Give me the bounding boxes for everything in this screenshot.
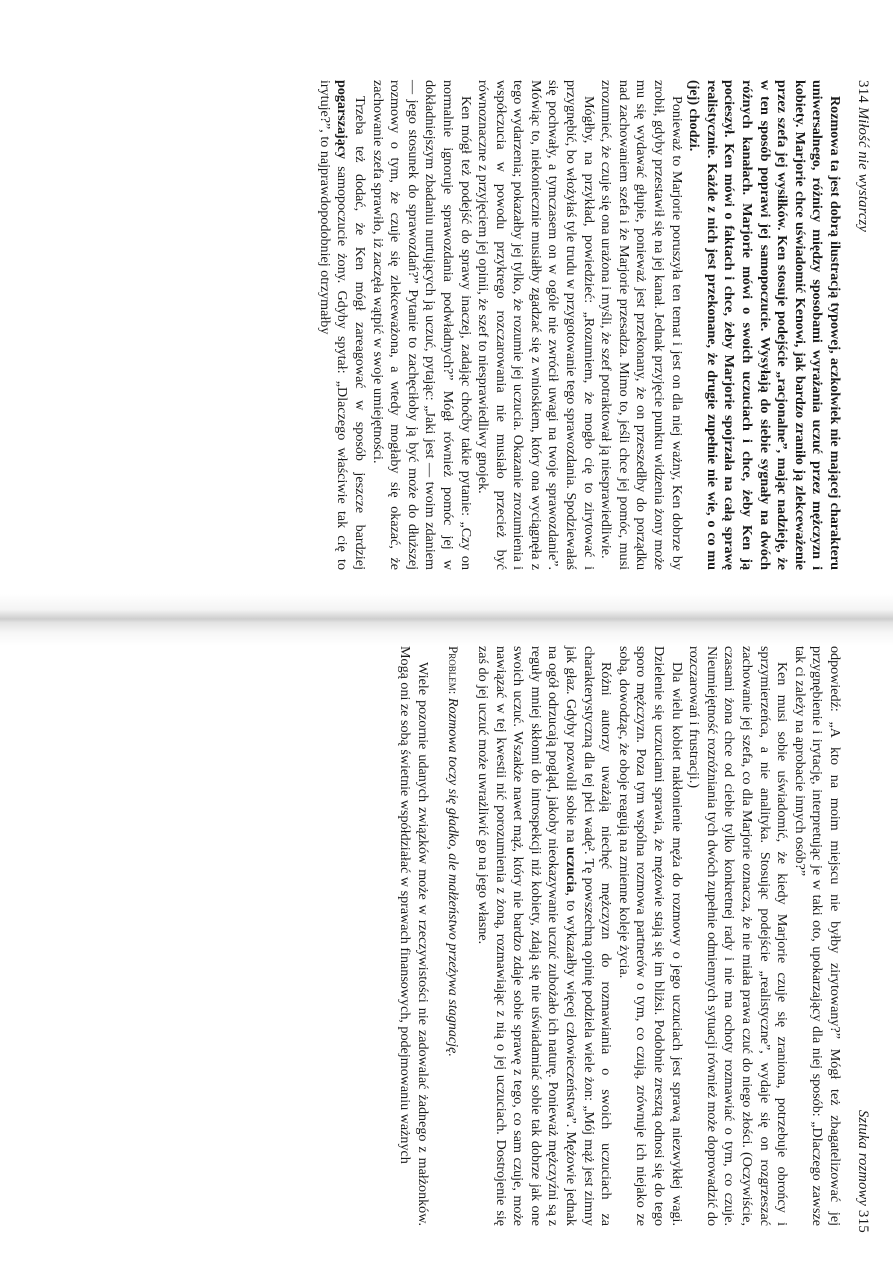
paragraph-text: Trzeba też dodać, że Ken mógł zareagować w sposób jeszcze bardziej [351, 96, 368, 570]
running-title-right: Sztuka rozmowy [855, 1109, 871, 1207]
page-number-left: 314 [855, 80, 871, 104]
left-page [0, 0, 893, 612]
paragraph: odpowiedź: „A kto na moim miejscu nie byłby zirytowany?” Mógł też zbagatelizować jej przygnębienie i irytację, interpretując je w taki oto, upokarzający dla niej sposób: „Dlaczego zawsze tak ci zależy na aprobacie innych osób?” [791, 646, 843, 1226]
paragraph [474, 646, 615, 1226]
bold-word: pogarszający [334, 80, 351, 160]
page-number-right: 315 [855, 1209, 871, 1233]
problem-text: Rozmowa toczy się gładko, ale małżeństwo przeżywa stagnację. [444, 697, 461, 1057]
running-title-left: Miłość nie wystarczy [855, 106, 871, 233]
paragraph: Ken mógł też podejść do sprawy inaczej, zadając choćby takie pytanie: „Czy on normalnie ignoruje sprawozdania podwładnych?” Mógł również pomóc jej w dokładniejszym zbadaniu nurtujących ją uczuć, pytając: „Jaki jest — twoim zdaniem — jego stosunek do sprawozdań?” Pytanie to zachęciłoby ją być może do dłuższej rozmowy o tym, że czuje się zlekceważona, a wtedy mogłaby się okazać, że zachowanie szefa sprawiło, iż zaczęła wątpić w swoje umiejętności. [369, 80, 474, 570]
paragraph: Mógłby, na przykład, powiedzieć: „Rozumiem, że mogło cię to zirytować i przygnębić, bo włożyłaś tyle trudu w przygotowanie tego sprawozdania. Spodziewałaś się pochwały, a tymczasem on w ogóle nie zwrócił uwagi na twoje sprawozdanie”. Mówiąc to, niekoniecznie musiałby zgadzać się z wnioskiem, który ona wyciągnęła z tego wydarzenia; pokazałby jej tylko, że rozumie jej uczucia. Okazanie zrozumienia i współczucia w powodu przykrego rozczarowania nie musiało przecież być równoznaczne z przyjęciem jej opinii, że szef to niesprawiedliwy gnojek. [475, 80, 597, 570]
problem-label: Problem: [445, 646, 461, 695]
paragraph [315, 80, 368, 570]
paragraph-text: samopoczucie żony. Gdyby spytał: „Dlaczego właściwie tak cię to irytuje?”, to najprawdopodobniej otrzymałby [316, 80, 351, 570]
paragraph: Wiele pozornie udanych związków może w rzeczywistości nie zadowalać żadnego z małżonków. Mogą oni ze sobą świetnie współdziałać w sprawach finansowych, podejmowaniu ważnych [397, 646, 431, 1226]
bold-word: uczucia [563, 846, 580, 893]
problem-heading [443, 646, 462, 1226]
right-page [0, 640, 893, 1263]
right-page-body [396, 646, 843, 1226]
paragraph-text: Różni autorzy uważają niechęć mężczyzn do rozmawiania o swoich uczuciach za charakterystyczną dla tej płci wadę². Tę powszechną opinię podziela wiele żon: „Mój mąż jest zimny jak głaz. Gdyby pozwolił sobie na [563, 646, 615, 1226]
paragraph: Ken musi sobie uświadomić, że kiedy Marjorie czuje się zraniona, potrzebuje obrońcy i sprzymierzeńca, a nie analityka. Stosując podejście „realistyczne”, wydaje się on rozgrzeszać zachowanie jej szefa, co dla Marjorie oznacza, że nie miała prawa czuć do niego złości. (Oczywiście, czasami żona chce od ciebie tylko konkretnej rady i nie ma ochoty rozmawiać o tym, co czuje. Nieumiejętność rozróżniania tych dwóch zupełnie odmiennych sytuacji również może doprowadzić do rozczarowań i frustracji.) [686, 646, 791, 1226]
paragraph-text: Rozmowa ta jest dobrą ilustracją typowej, aczkolwiek nie mającej charakteru uniwersalnego, różnicy między sposobami wyrażania uczuć przez mężczyzn i kobiety. Marjorie chce uświadomić Kenowi, jak bardzo zraniło ją zlekceważenie przez szefa jej wysiłków. Ken stosuje podejście „racjonalne”, mając nadzieję, że w ten sposób poprawi jej samopoczucie. Wysyłają do siebie sygnały na dwóch różnych kanałach. Marjorie mówi o swoich uczuciach i chce, żeby Ken ją pocieszył. Ken mówi o faktach i chce, żeby Marjorie spojrzała na całą sprawę realistycznie. Każde z nich jest przekonane, że drugie zupełnie nie wie, o co mu (jej) chodzi. [686, 80, 843, 570]
left-page-header [854, 80, 871, 232]
paragraph: Dla wielu kobiet nakłonienie męża do rozmowy o jego uczuciach jest sprawą niezwykłej wagi. Dzielenie się uczuciami sprawia, że mężowie stają się im bliżsi. Podobnie zresztą odnosi się do tego sporo mężczyzn. Poza tym wspólna rozmowa partnerów o tym, co czują, zrównuje ich niejako ze sobą, dowodząc, że oboje reagują na zmienne koleje życia. [615, 646, 685, 1226]
paragraph [685, 80, 843, 570]
paragraph-text: , to wykazałby więcej człowieczeństwa”. Mężowie jednak na ogół odrzucają pogląd, jakoby nieokazywanie uczuć zubożało ich naturę. Ponieważ mężczyźni są z reguły mniej skłonni do introspekcji niż kobiety, zdają się nie uświadamiać sobie tak dobrze jak one swoich uczuć. Wszakże nawet mąż, który nie bardzo zdaje sobie sprawę z tego, co sam czuje, może nawiązać w tej kwestii nić porozumienia z żoną, rozmawiając z nią o jej uczuciach. Dostrojenie się zaś do jej uczuć może uwrażliwić go na jego własne. [475, 646, 580, 1226]
left-page-body [315, 80, 843, 570]
paragraph: Ponieważ to Marjorie poruszyła ten temat i jest on dla niej ważny, Ken dobrze by zrobił, gdyby przestawił się na jej kanał. Jednak przyjęcie punktu widzenia żony może mu się wydawać głupie, ponieważ jest przekonany, że on przeszedłby do porządku nad zachowaniem szefa i że Marjorie przesadza. Mimo to, jeśli chce jej pomóc, musi zrozumieć, że czuje się ona urażona i myśli, że szef potraktował ją niesprawiedliwie. [598, 80, 685, 570]
right-page-header [854, 1110, 871, 1233]
